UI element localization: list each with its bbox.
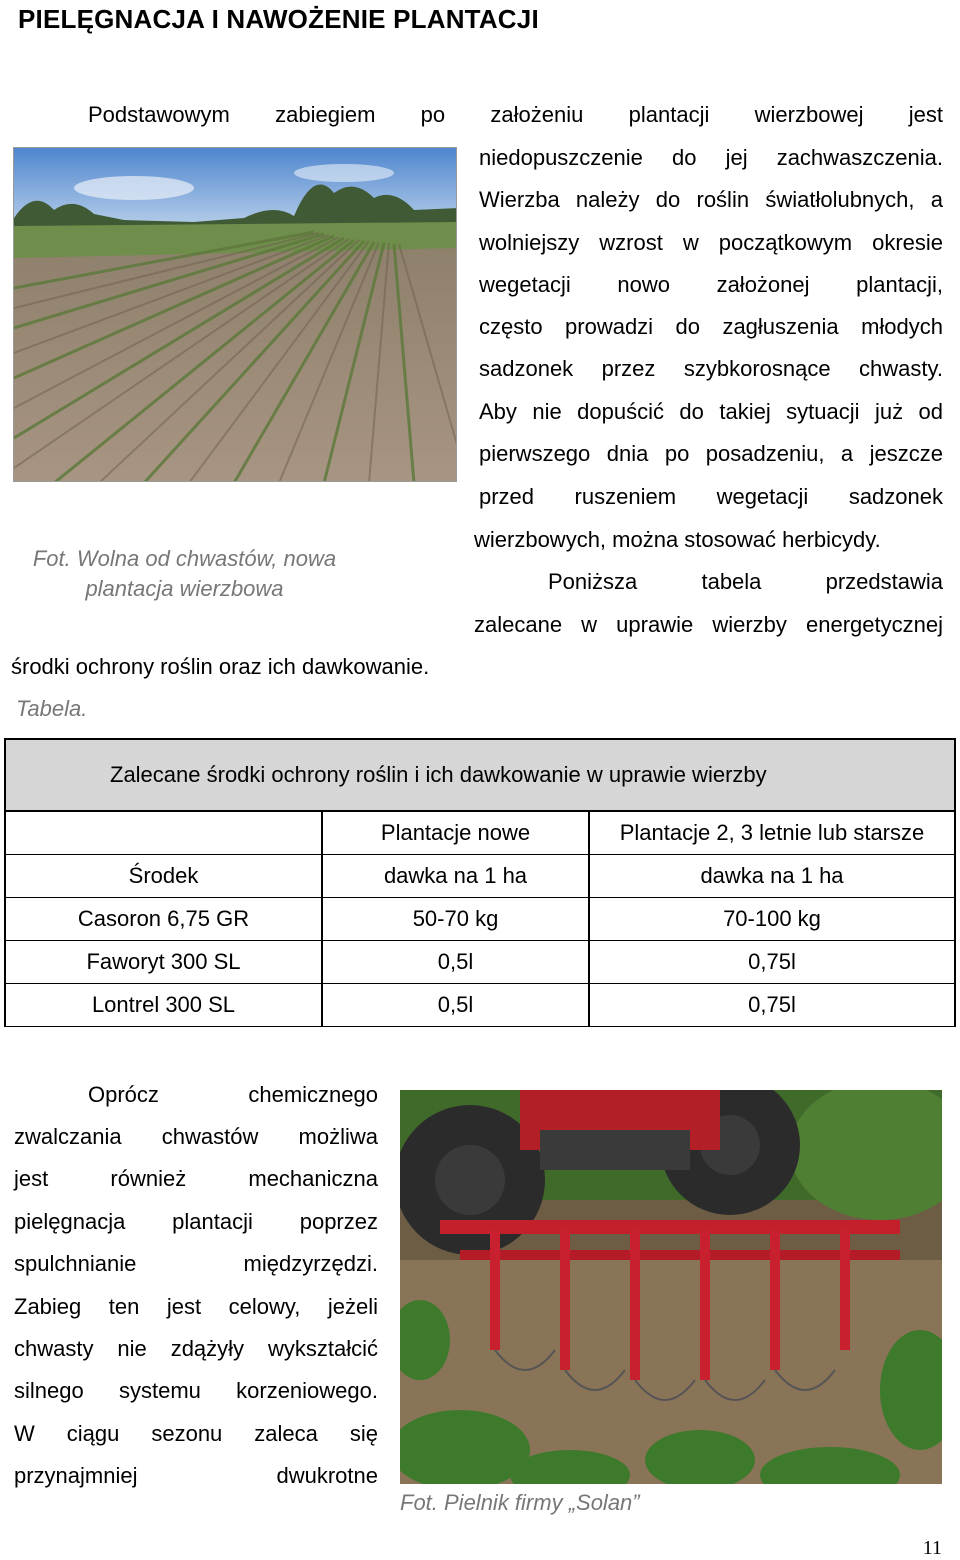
para1-line: wolniejszy wzrost w początkowym okresie bbox=[479, 230, 943, 255]
table-cell: 0,75l bbox=[589, 984, 955, 1027]
table-title-row bbox=[5, 739, 955, 811]
table-cell: 0,75l bbox=[589, 941, 955, 984]
page-number: 11 bbox=[922, 1537, 942, 1559]
photo1-caption-line: Fot. Wolna od chwastów, nowa bbox=[32, 546, 337, 571]
table-header-row bbox=[5, 811, 955, 855]
para1-line: zalecane w uprawie wierzby energetycznej bbox=[474, 612, 943, 637]
table-cell: 0,5l bbox=[322, 984, 589, 1027]
table-row bbox=[5, 941, 955, 984]
para2-line: pielęgnacja plantacji poprzez bbox=[14, 1209, 378, 1234]
herbicide-dosage-table bbox=[4, 738, 956, 1027]
cultivator-image bbox=[400, 1090, 942, 1484]
photo2-caption: Fot. Pielnik firmy „Solan” bbox=[400, 1490, 640, 1515]
para2-line: W ciągu sezonu zaleca się bbox=[14, 1421, 378, 1446]
table-header-cell: Plantacje nowe bbox=[322, 811, 589, 855]
table-cell: Faworyt 300 SL bbox=[5, 941, 322, 984]
table-cell: 70-100 kg bbox=[589, 898, 955, 941]
para1-line: Wierzba należy do roślin światłolubnych, a bbox=[479, 187, 943, 212]
photo1-caption-line: plantacja wierzbowa bbox=[85, 576, 284, 601]
para2-line: chwasty nie zdążyły wykształcić bbox=[14, 1336, 378, 1361]
para1-line: wegetacji nowo założonej plantacji, bbox=[479, 272, 943, 297]
para2-line: przynajmniej dwukrotne bbox=[14, 1463, 378, 1488]
table-header-cell: Plantacje 2, 3 letnie lub starsze bbox=[589, 811, 955, 855]
para1-line: Poniższa tabela przedstawia bbox=[548, 569, 943, 594]
para1-line: często prowadzi do zagłuszenia młodych bbox=[479, 314, 943, 339]
para1-line: środki ochrony roślin oraz ich dawkowanie. bbox=[11, 654, 430, 679]
table-subheader-row bbox=[5, 855, 955, 898]
table-cell: Lontrel 300 SL bbox=[5, 984, 322, 1027]
para1-line: sadzonek przez szybkorosnące chwasty. bbox=[479, 356, 943, 381]
table-subheader-cell: Środek bbox=[5, 855, 322, 898]
table-cell: 50-70 kg bbox=[322, 898, 589, 941]
willow-plantation-photo bbox=[13, 147, 457, 482]
cultivator-photo bbox=[400, 1090, 942, 1484]
table-row bbox=[5, 898, 955, 941]
para1-line: wierzbowych, można stosować herbicydy. bbox=[474, 527, 881, 552]
para1-line: pierwszego dnia po posadzeniu, a jeszcze bbox=[479, 441, 943, 466]
table-header-cell bbox=[5, 811, 322, 855]
para2-line: Oprócz chemicznego bbox=[88, 1082, 378, 1107]
para1-line: Aby nie dopuścić do takiej sytuacji już od bbox=[479, 399, 943, 424]
table-row bbox=[5, 984, 955, 1027]
para2-line: Zabieg ten jest celowy, jeżeli bbox=[14, 1294, 378, 1319]
para2-line: jest również mechaniczna bbox=[14, 1166, 378, 1191]
table-cell: 0,5l bbox=[322, 941, 589, 984]
para2-line: spulchnianie międzyrzędzi. bbox=[14, 1251, 378, 1276]
table-title-text: Zalecane środki ochrony roślin i ich dawkowanie w uprawie wierzby bbox=[110, 762, 767, 787]
table-cell: Casoron 6,75 GR bbox=[5, 898, 322, 941]
table-title bbox=[5, 739, 955, 811]
para2-line: zwalczania chwastów możliwa bbox=[14, 1124, 378, 1149]
tabela-label: Tabela. bbox=[16, 696, 88, 721]
plantation-image bbox=[14, 148, 457, 482]
table-subheader-cell: dawka na 1 ha bbox=[322, 855, 589, 898]
para1-line: przed ruszeniem wegetacji sadzonek bbox=[479, 484, 943, 509]
para1-line-1 bbox=[88, 102, 943, 128]
para1-line-1-text: Podstawowym zabiegiem po założeniu plantacji wierzbowej jest bbox=[88, 102, 943, 127]
para2-line: silnego systemu korzeniowego. bbox=[14, 1378, 378, 1403]
table-subheader-cell: dawka na 1 ha bbox=[589, 855, 955, 898]
para1-line: niedopuszczenie do jej zachwaszczenia. bbox=[479, 145, 943, 170]
photo1-caption bbox=[12, 544, 357, 604]
page-title: PIELĘGNACJA I NAWOŻENIE PLANTACJI bbox=[18, 4, 539, 34]
